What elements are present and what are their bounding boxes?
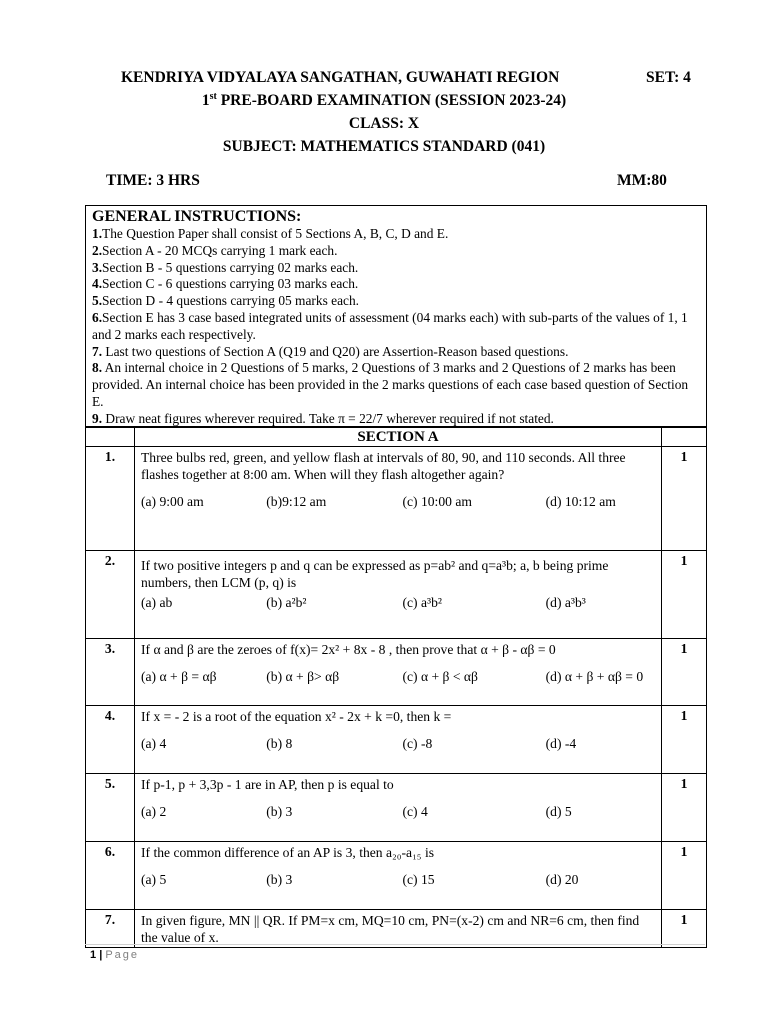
instruction-text: Section D - 4 questions carrying 05 marks each. [102, 293, 360, 309]
instruction-number: 3. [92, 259, 103, 275]
question-marks: 1 [662, 774, 707, 842]
max-marks-label: MM:80 [617, 172, 667, 189]
instruction-text: Section B - 5 questions carrying 02 marks each. [102, 259, 359, 275]
instructions-title: GENERAL INSTRUCTIONS: [92, 208, 302, 225]
instruction-item [92, 310, 701, 344]
option: (b) a²b² [266, 595, 307, 610]
question-marks: 1 [662, 639, 707, 706]
option: (d) 10:12 am [545, 494, 616, 509]
options-row [141, 668, 655, 685]
option: (b) 8 [266, 736, 293, 751]
page-footer [90, 949, 139, 961]
options-row [141, 803, 655, 820]
question-row [86, 842, 707, 910]
option: (a) 5 [141, 872, 167, 887]
question-marks: 1 [662, 551, 707, 639]
instruction-text: Section E has 3 case based integrated units of assessment (04 marks each) with sub-parts of the values of 1, 1 and 2 marks each respectively. [92, 309, 688, 342]
instructions-list [92, 226, 701, 428]
question-row [86, 639, 707, 706]
options-row [141, 594, 655, 611]
question-marks: 1 [662, 910, 707, 948]
exam-title [0, 92, 768, 110]
options-row [141, 493, 655, 510]
question-body [135, 447, 662, 551]
page-number: 1 [90, 949, 97, 961]
instruction-number: 1. [92, 226, 103, 241]
question-body [135, 551, 662, 639]
option: (d) a³b³ [545, 595, 586, 610]
option: (c) 10:00 am [402, 494, 472, 509]
footer-separator: | [99, 949, 103, 961]
class-label: CLASS: X [348, 115, 420, 132]
question-row [86, 774, 707, 842]
instruction-number: 2. [92, 242, 103, 258]
question-number: 5. [86, 774, 135, 842]
option: (a) 4 [141, 736, 167, 751]
option: (c) 15 [402, 872, 435, 887]
options-row [141, 871, 655, 888]
option: (c) α + β < αβ [402, 669, 478, 684]
question-body [135, 706, 662, 774]
question-body [135, 910, 662, 948]
question-number: 2. [86, 551, 135, 639]
option: (c) -8 [402, 736, 433, 751]
question-text: If the common difference of an AP is 3, then a₂₀-a₁₅ is [141, 845, 435, 860]
instruction-text: Section A - 20 MCQs carrying 1 mark each. [102, 242, 338, 258]
question-text: If two positive integers p and q can be expressed as p=ab² and q=a³b; a, b being prime numbers, then LCM (p, q) is [141, 558, 609, 590]
general-instructions [85, 205, 707, 427]
question-text: If α and β are the zeroes of f(x)= 2x² + 8x - 8 , then prove that α + β - αβ = 0 [141, 642, 556, 657]
time-label: TIME: 3 HRS [106, 172, 200, 189]
option: (d) -4 [545, 736, 577, 751]
question-text: Three bulbs red, green, and yellow flash at intervals of 80, 90, and 110 seconds. All three flashes together at 8:00 am. When will they flash altogether again? [141, 450, 626, 482]
question-row [86, 910, 707, 948]
org-title: KENDRIYA VIDYALAYA SANGATHAN, GUWAHATI REGION [121, 69, 560, 86]
footer-divider [85, 944, 705, 945]
instruction-item [92, 276, 701, 293]
instruction-text: The Question Paper shall consist of 5 Sections A, B, C, D and E. [102, 226, 449, 241]
instruction-number: 5. [92, 293, 103, 309]
exam-number-suffix: st [209, 90, 217, 102]
page-word: Page [105, 949, 140, 961]
question-text: In given figure, MN || QR. If PM=x cm, MQ=10 cm, PN=(x-2) cm and NR=6 cm, then find the value of x. [141, 913, 640, 945]
instruction-item [92, 360, 701, 410]
section-a-title: SECTION A [135, 428, 662, 447]
options-row [141, 735, 655, 752]
option: (d) 20 [545, 872, 579, 887]
question-marks: 1 [662, 842, 707, 910]
question-row [86, 447, 707, 551]
exam-number: 1 [201, 92, 210, 109]
question-row [86, 706, 707, 774]
instruction-item [92, 226, 701, 243]
option: (d) 5 [545, 804, 572, 819]
option: (b) 3 [266, 804, 293, 819]
option: (c) a³b² [402, 595, 442, 610]
option: (a) 2 [141, 804, 167, 819]
instruction-item [92, 293, 701, 310]
exam-name: PRE-BOARD EXAMINATION (SESSION 2023-24) [220, 92, 567, 109]
instruction-item [92, 344, 701, 361]
question-row [86, 551, 707, 639]
question-marks: 1 [662, 447, 707, 551]
question-marks: 1 [662, 706, 707, 774]
question-body [135, 774, 662, 842]
question-number: 6. [86, 842, 135, 910]
question-number: 4. [86, 706, 135, 774]
option: (c) 4 [402, 804, 428, 819]
instruction-number: 4. [92, 276, 103, 292]
instruction-number: 9. [92, 410, 103, 426]
instruction-text: Draw neat figures wherever required. Take π = 22/7 wherever required if not stated. [102, 410, 554, 426]
instruction-number: 8. [92, 360, 103, 376]
option: (b) α + β> αβ [266, 669, 340, 684]
instruction-number: 6. [92, 309, 103, 325]
question-body [135, 842, 662, 910]
option: (a) α + β = αβ [141, 669, 217, 684]
question-text: If x = - 2 is a root of the equation x² - 2x + k =0, then k = [141, 709, 452, 724]
question-body [135, 639, 662, 706]
instruction-number: 7. [92, 343, 103, 359]
set-label: SET: 4 [646, 69, 691, 86]
question-number: 7. [86, 910, 135, 948]
questions-table [85, 427, 707, 948]
question-number: 1. [86, 447, 135, 551]
instruction-text: Last two questions of Section A (Q19 and Q20) are Assertion-Reason based questions. [102, 343, 569, 359]
question-number: 3. [86, 639, 135, 706]
option: (a) 9:00 am [141, 494, 204, 509]
instruction-text: Section C - 6 questions carrying 03 marks each. [102, 276, 359, 292]
instruction-text: An internal choice in 2 Questions of 5 marks, 2 Questions of 3 marks and 2 Questions of 2 marks has been provided. An internal choice has been provided in the 2 marks questions of each case based question of Section E. [92, 360, 689, 409]
subject-label: SUBJECT: MATHEMATICS STANDARD (041) [222, 138, 546, 155]
option: (a) ab [141, 595, 173, 610]
option: (d) α + β + αβ = 0 [545, 669, 644, 684]
option: (b)9:12 am [266, 494, 327, 509]
instruction-item [92, 411, 701, 428]
option: (b) 3 [266, 872, 293, 887]
instruction-item [92, 260, 701, 277]
question-text: If p-1, p + 3,3p - 1 are in AP, then p is equal to [141, 777, 394, 792]
instruction-item [92, 243, 701, 260]
